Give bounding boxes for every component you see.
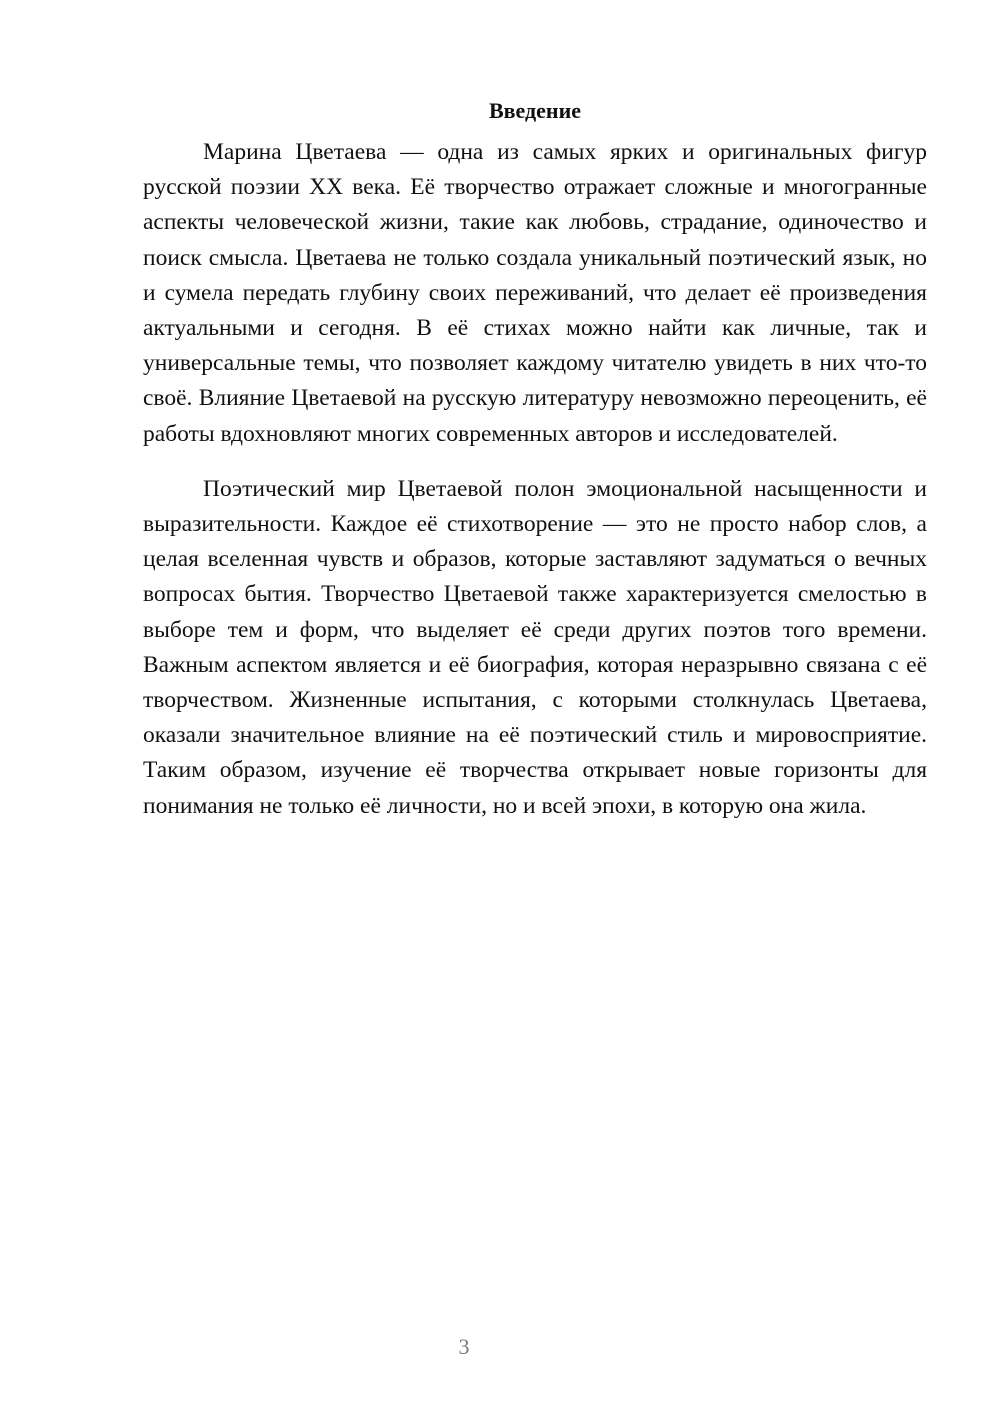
paragraph-1: Марина Цветаева — одна из самых ярких и оригинальных фигур русской поэзии XX века. Её творчество отражает сложные и многогранные аспекты человеческой жизни, такие как любовь, страдание, одиночество и поиск смысла. Цветаева не только создала уникальный поэтический язык, но и сумела передать глубину своих переживаний, что делает её произведения актуальными и сегодня. В её стихах можно найти как личные, так и универсальные темы, что позволяет каждому читателю увидеть в них что-то своё. Влияние Цветаевой на русскую литературу невозможно переоценить, её работы вдохновляют многих современных авторов и исследователей. <box>143 139 927 447</box>
page-content <box>143 95 927 824</box>
section-heading: Введение <box>488 98 582 123</box>
paragraph-2: Поэтический мир Цветаевой полон эмоциональной насыщенности и выразительности. Каждое её стихотворение — это не просто набор слов, а целая вселенная чувств и образов, которые заставляют задуматься о вечных вопросах бытия. Творчество Цветаевой также характеризуется смелостью в выборе тем и форм, что выделяет её среди других поэтов того времени. Важным аспектом является и её биография, которая неразрывно связана с её творчеством. Жизненные испытания, с которыми столкнулась Цветаева, оказали значительное влияние на её поэтический стиль и мировосприятие. Таким образом, изучение её творчества открывает новые горизонты для понимания не только её личности, но и всей эпохи, в которую она жила. <box>143 475 927 819</box>
page-number: 3 <box>458 1334 470 1359</box>
